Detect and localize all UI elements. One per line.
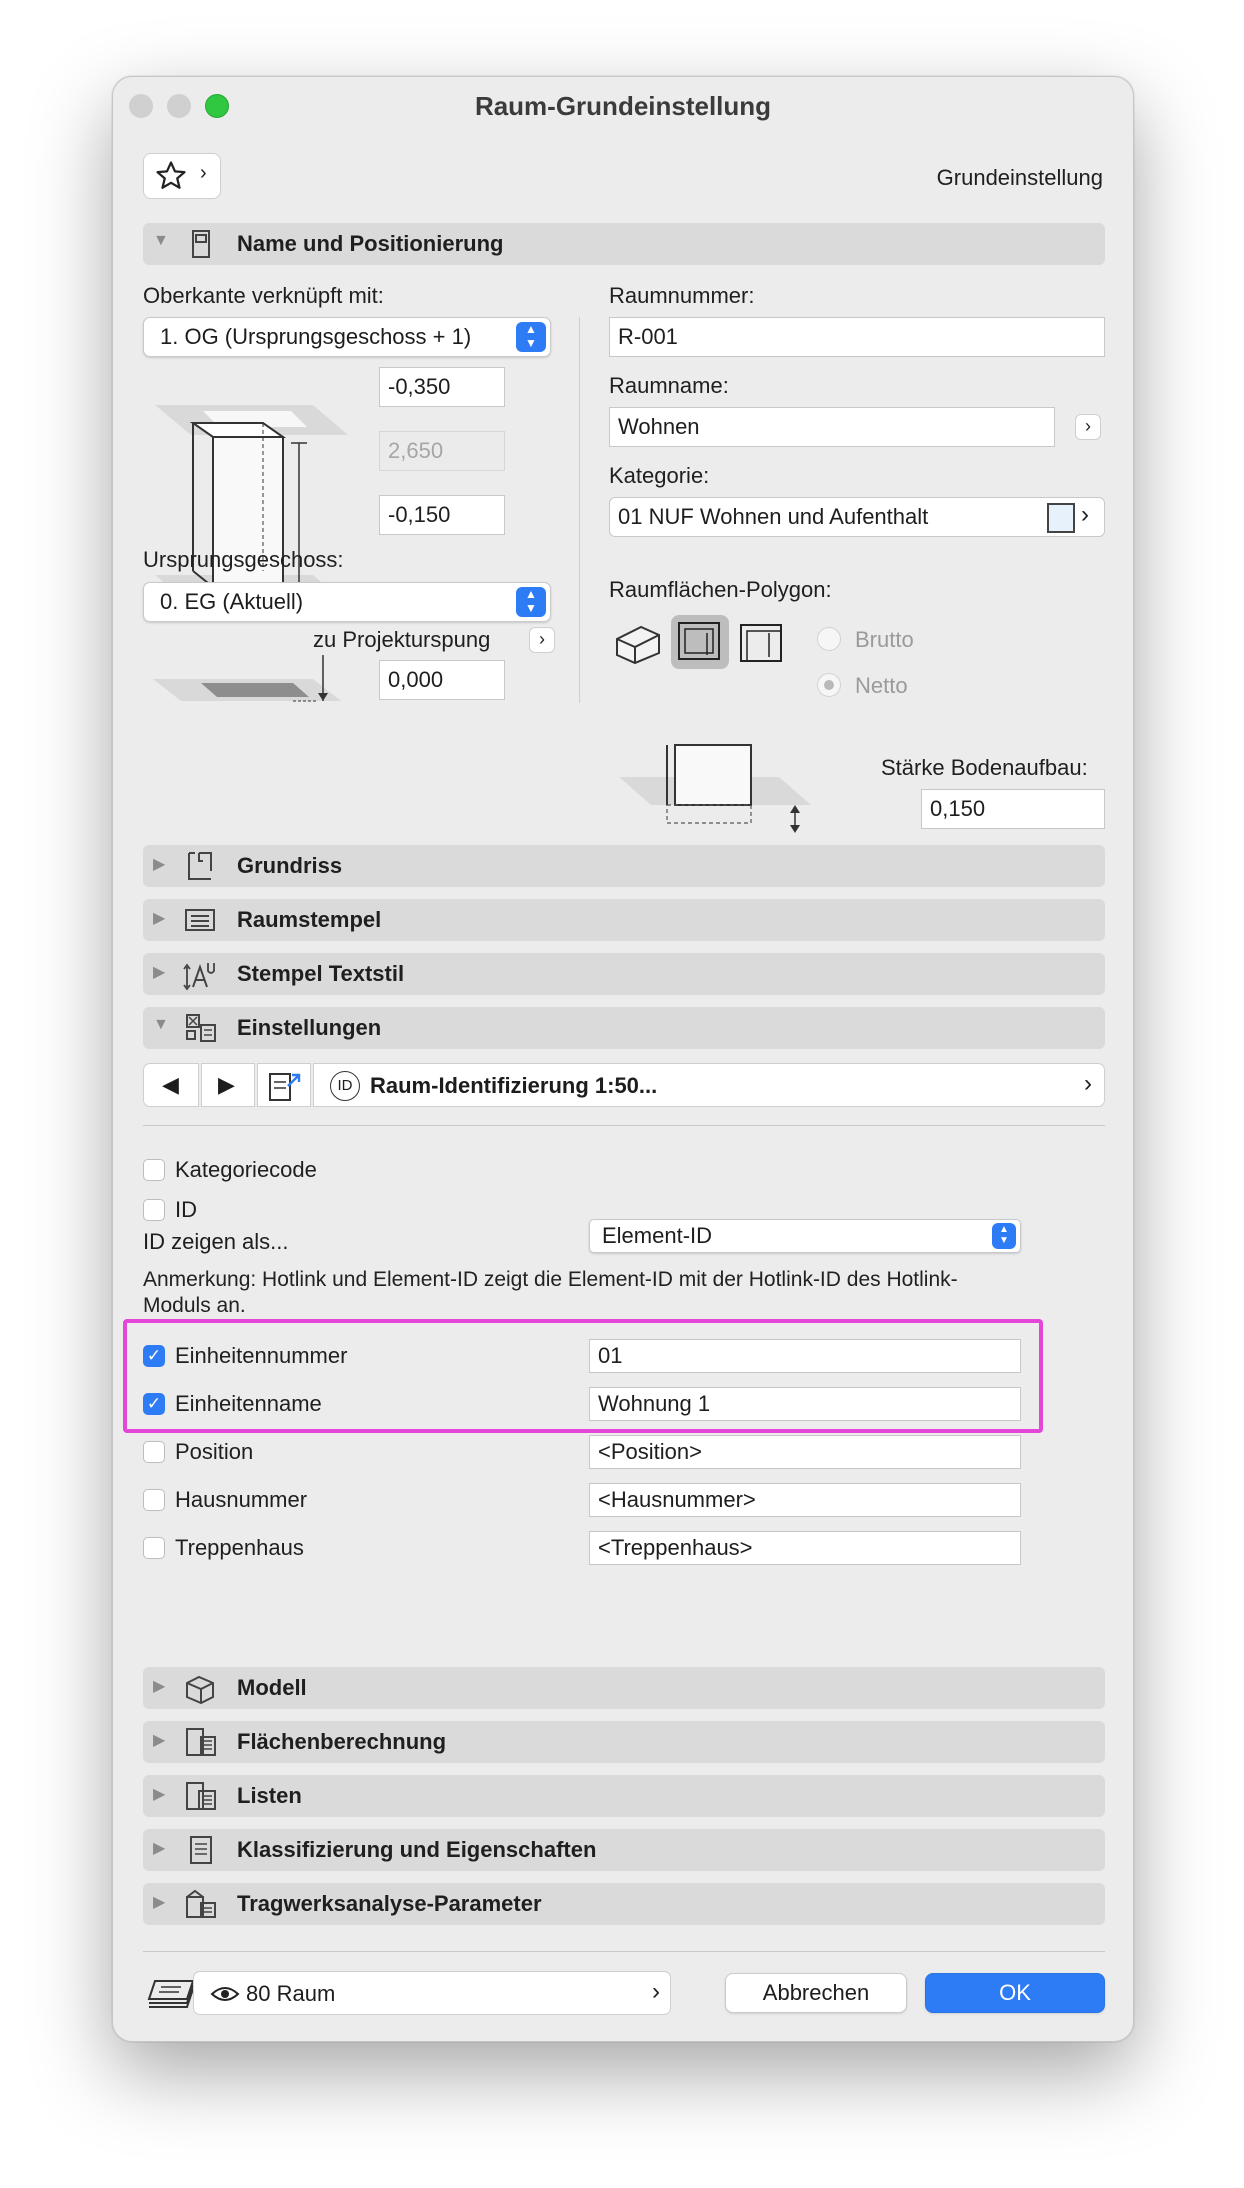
chevron-right-icon: › (1085, 416, 1091, 436)
disclosure-expanded-icon: ▼ (153, 232, 169, 249)
radio-brutto-label: Brutto (855, 627, 914, 652)
classification-icon (183, 1833, 217, 1867)
polygon-label: Raumflächen-Polygon: (609, 577, 832, 602)
popup-arrows-icon: ▲ ▼ (516, 587, 546, 617)
origin-story-select[interactable] (143, 582, 551, 622)
divider (143, 1125, 1105, 1126)
top-link-select[interactable] (143, 317, 551, 357)
einheitennummer-input[interactable]: 01 (589, 1339, 1021, 1373)
kategoriecode-label: Kategoriecode (175, 1157, 317, 1182)
project-origin-diagram (143, 649, 373, 709)
id-badge-icon: ID (330, 1071, 360, 1101)
next-button[interactable] (201, 1063, 255, 1107)
triangle-left-icon: ◀ (162, 1072, 179, 1097)
document-export-icon (258, 1064, 312, 1108)
origin-story-label: Ursprungsgeschoss: (143, 547, 344, 572)
floor-thickness-diagram (619, 741, 819, 841)
floor-plan-icon (183, 849, 217, 883)
section-einstellungen[interactable] (143, 1007, 1105, 1049)
disclosure-collapsed-icon: ▶ (153, 964, 166, 981)
top-link-value: 1. OG (Ursprungsgeschoss + 1) (160, 324, 472, 349)
section-title: Raumstempel (237, 907, 382, 932)
section-title: Flächenberechnung (237, 1729, 447, 1754)
footer-divider (143, 1951, 1105, 1952)
category-label: Kategorie: (609, 463, 710, 488)
chevron-right-icon: › (652, 1978, 660, 2005)
section-modell[interactable] (143, 1667, 1105, 1709)
project-origin-label: zu Projekturspung (313, 627, 491, 652)
disclosure-collapsed-icon: ▶ (153, 856, 166, 873)
checkbox-treppenhaus[interactable] (143, 1537, 165, 1559)
category-value: 01 NUF Wohnen und Aufenthalt (618, 504, 929, 529)
row-label: Position (175, 1439, 254, 1464)
room-name-input[interactable]: Wohnen (609, 407, 1055, 447)
popup-arrows-icon: ▲ ▼ (992, 1223, 1016, 1249)
layer-name: 80 Raum (246, 1981, 336, 2006)
cancel-button[interactable]: Abbrechen (725, 1973, 907, 2013)
layer-select[interactable] (193, 1971, 671, 2015)
radio-netto[interactable] (817, 673, 841, 697)
radio-netto-label: Netto (855, 673, 908, 698)
room-number-label: Raumnummer: (609, 283, 755, 308)
section-flaechenberechnung[interactable] (143, 1721, 1105, 1763)
floor-thickness-label: Stärke Bodenaufbau: (881, 755, 1088, 780)
polygon-gross-icon[interactable] (735, 617, 787, 667)
model-cube-icon (183, 1671, 217, 1705)
id-show-value: Element-ID (602, 1223, 713, 1248)
radio-dot (824, 680, 834, 690)
disclosure-collapsed-icon: ▶ (153, 1786, 166, 1803)
hotlink-note: Anmerkung: Hotlink und Element-ID zeigt die Element-ID mit der Hotlink-ID des Hotlink-Moduls an. (143, 1268, 958, 1317)
settings-page-title: Raum-Identifizierung 1:50... (370, 1073, 658, 1098)
disclosure-collapsed-icon: ▶ (153, 1840, 166, 1857)
favorites-button[interactable] (143, 153, 221, 199)
disclosure-expanded-icon: ▼ (153, 1016, 169, 1033)
checkbox-id[interactable] (143, 1199, 165, 1221)
column-divider (579, 317, 580, 703)
section-title: Stempel Textstil (237, 961, 405, 986)
section-title: Listen (237, 1783, 302, 1808)
checkbox-hausnummer[interactable] (143, 1489, 165, 1511)
radio-brutto[interactable] (817, 627, 841, 651)
id-label: ID (175, 1197, 197, 1222)
checkbox-einheitennummer[interactable] (143, 1345, 165, 1367)
popup-arrows-icon: ▲ ▼ (516, 322, 546, 352)
top-link-label: Oberkante verknüpft mit: (143, 283, 384, 308)
id-show-select[interactable] (589, 1219, 1021, 1253)
hausnummer-input[interactable]: <Hausnummer> (589, 1483, 1021, 1517)
layer-icon (145, 1973, 199, 2013)
checkmark-icon: ✓ (146, 1346, 162, 1365)
disclosure-collapsed-icon: ▶ (153, 1732, 166, 1749)
polygon-net-button[interactable] (671, 615, 729, 669)
checkbox-kategoriecode[interactable] (143, 1159, 165, 1181)
triangle-right-icon: ▶ (218, 1072, 235, 1097)
origin-story-value: 0. EG (Aktuell) (160, 589, 304, 614)
room-tag-icon (183, 227, 217, 261)
section-tragwerk[interactable] (143, 1883, 1105, 1925)
section-title: Tragwerksanalyse-Parameter (237, 1891, 542, 1916)
checkmark-icon: ✓ (146, 1394, 162, 1413)
room-name-label: Raumname: (609, 373, 729, 398)
chevron-right-icon: › (1084, 1070, 1092, 1097)
row-label: Hausnummer (175, 1487, 308, 1512)
section-title: Name und Positionierung (237, 231, 504, 256)
section-raumstempel[interactable] (143, 899, 1105, 941)
treppenhaus-input[interactable]: <Treppenhaus> (589, 1531, 1021, 1565)
settings-page-selector[interactable] (313, 1063, 1105, 1107)
dialog-window (112, 76, 1134, 2042)
project-origin-input[interactable]: 0,000 (379, 660, 505, 700)
ok-button[interactable]: OK (925, 1973, 1105, 2013)
section-title: Grundriss (237, 853, 343, 878)
section-title: Modell (237, 1675, 307, 1700)
section-title: Einstellungen (237, 1015, 382, 1040)
section-title: Klassifizierung und Eigenschaften (237, 1837, 597, 1862)
previous-button[interactable] (143, 1063, 199, 1107)
checkbox-einheitenname[interactable] (143, 1393, 165, 1415)
disclosure-collapsed-icon: ▶ (153, 1678, 166, 1695)
project-origin-button[interactable] (529, 627, 555, 653)
bottom-offset-input[interactable]: -0,150 (379, 495, 505, 535)
polygon-net-icon (671, 615, 729, 669)
checkbox-position[interactable] (143, 1441, 165, 1463)
top-offset-input[interactable]: -0,350 (379, 367, 505, 407)
chevron-right-icon: › (1081, 501, 1089, 528)
position-input[interactable]: <Position> (589, 1435, 1021, 1469)
settings-export-button[interactable] (257, 1063, 311, 1107)
default-settings-label: Grundeinstellung (936, 165, 1103, 190)
disclosure-collapsed-icon: ▶ (153, 910, 166, 927)
window-title: Raum-Grundeinstellung (474, 91, 772, 121)
room-height-input: 2,650 (379, 431, 505, 471)
category-select[interactable] (609, 497, 1105, 537)
area-calculation-icon (183, 1725, 217, 1759)
row-label: Einheitenname (175, 1391, 322, 1416)
id-show-label: ID zeigen als... (143, 1229, 289, 1254)
section-name-positioning[interactable] (143, 223, 1105, 265)
row-label: Treppenhaus (175, 1535, 304, 1560)
einheitenname-input[interactable]: Wohnung 1 (589, 1387, 1021, 1421)
row-label: Einheitennummer (175, 1343, 348, 1368)
polygon-3d-icon[interactable] (611, 617, 663, 667)
lists-icon (183, 1779, 217, 1813)
section-listen[interactable] (143, 1775, 1105, 1817)
title-bar (113, 77, 1133, 137)
eye-icon (210, 1984, 240, 2004)
disclosure-collapsed-icon: ▶ (153, 1894, 166, 1911)
room-number-input[interactable]: R-001 (609, 317, 1105, 357)
star-icon (154, 159, 188, 193)
category-color-swatch (1047, 503, 1075, 533)
room-stamp-icon (183, 903, 217, 937)
room-name-list-button[interactable] (1075, 414, 1101, 440)
text-style-icon (183, 957, 217, 991)
section-stempel-textstil[interactable] (143, 953, 1105, 995)
section-grundriss[interactable] (143, 845, 1105, 887)
settings-list-icon (183, 1011, 217, 1045)
chevron-right-icon: › (539, 629, 545, 649)
chevron-right-icon: › (200, 162, 207, 184)
section-klassifizierung[interactable] (143, 1829, 1105, 1871)
structural-analysis-icon (183, 1887, 217, 1921)
floor-thickness-input[interactable]: 0,150 (921, 789, 1105, 829)
